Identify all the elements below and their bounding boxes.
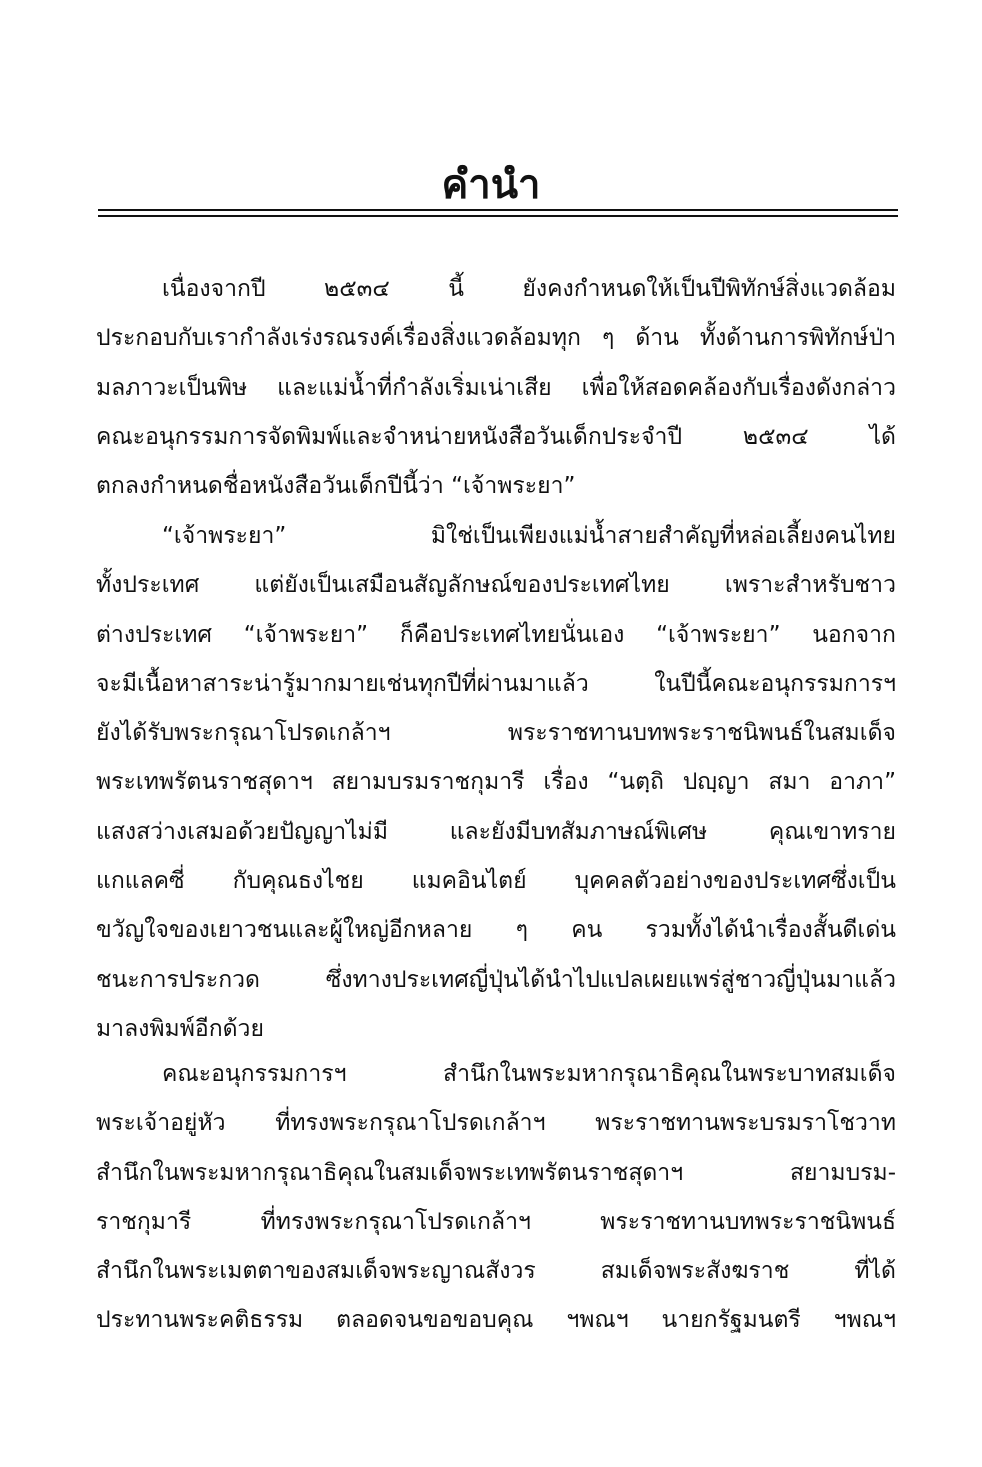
text-line: ยังได้รับพระกรุณาโปรดเกล้าฯ พระราชทานบทพระราชนิพนธ์ในสมเด็จ	[96, 720, 896, 747]
text-line: จะมีเนื้อหาสาระน่ารู้มากมายเช่นทุกปีที่ผ่านมาแล้ว ในปีนี้คณะอนุกรรมการฯ	[96, 670, 896, 697]
text-line: ขวัญใจของเยาวชนและผู้ใหญ่อีกหลาย ๆ คน รวมทั้งได้นำเรื่องสั้นดีเด่น	[96, 917, 896, 944]
text-line: ราชกุมารี ที่ทรงพระกรุณาโปรดเกล้าฯ พระราชทานบทพระราชนิพนธ์	[96, 1208, 896, 1235]
paragraph-2	[96, 512, 896, 1054]
text-line: เนื่องจากปี ๒๕๓๔ นี้ ยังคงกำหนดให้เป็นปีพิทักษ์สิ่งแวดล้อม	[162, 276, 896, 302]
text-line: ประทานพระคติธรรม ตลอดจนขอขอบคุณ ฯพณฯ นายกรัฐมนตรี ฯพณฯ	[96, 1307, 896, 1334]
page-title: คำนำ	[441, 162, 541, 208]
text-line: ชนะการประกวด ซึ่งทางประเทศญี่ปุ่นได้นำไปแปลเผยแพร่สู่ชาวญี่ปุ่นมาแล้ว	[96, 966, 896, 993]
text-line: คณะอนุกรรมการฯ สำนึกในพระมหากรุณาธิคุณในพระบาทสมเด็จ	[162, 1061, 896, 1087]
title-rule-top	[98, 209, 898, 211]
text-line: ต่างประเทศ “เจ้าพระยา” ก็คือประเทศไทยนั่นเอง “เจ้าพระยา” นอกจาก	[96, 621, 896, 648]
text-line: “เจ้าพระยา” มิใช่เป็นเพียงแม่น้ำสายสำคัญที่หล่อเลี้ยงคนไทย	[162, 523, 896, 549]
text-line: สำนึกในพระมหากรุณาธิคุณในสมเด็จพระเทพรัตนราชสุดาฯ สยามบรม-	[96, 1159, 896, 1186]
text-line: สำนึกในพระเมตตาของสมเด็จพระญาณสังวร สมเด็จพระสังฆราช ที่ได้	[96, 1258, 896, 1285]
text-line: พระเทพรัตนราชสุดาฯ สยามบรมราชกุมารี เรื่อง “นตฺถิ ปญฺญา สมา อาภา”	[96, 769, 896, 796]
text-line: แสงสว่างเสมอด้วยปัญญาไม่มี และยังมีบทสัมภาษณ์พิเศษ คุณเขาทราย	[96, 818, 896, 845]
paragraph-1	[96, 265, 896, 511]
text-line: แกแลคซี่ กับคุณธงไชย แมคอินไตย์ บุคคลตัวอย่างของประเทศซึ่งเป็น	[96, 868, 896, 895]
text-line: มาลงพิมพ์อีกด้วย	[96, 1015, 264, 1042]
text-line: ทั้งประเทศ แต่ยังเป็นเสมือนสัญลักษณ์ของประเทศไทย เพราะสำหรับชาว	[96, 572, 896, 599]
text-line: ตกลงกำหนดชื่อหนังสือวันเด็กปีนี้ว่า “เจ้าพระยา”	[96, 473, 576, 500]
paragraph-3	[96, 1050, 896, 1346]
text-line: พระเจ้าอยู่หัว ที่ทรงพระกรุณาโปรดเกล้าฯ พระราชทานพระบรมราโชวาท	[96, 1110, 896, 1137]
text-line: มลภาวะเป็นพิษ และแม่น้ำที่กำลังเริ่มเน่าเสีย เพื่อให้สอดคล้องกับเรื่องดังกล่าว	[96, 374, 896, 401]
text-line: ประกอบกับเรากำลังเร่งรณรงค์เรื่องสิ่งแวดล้อมทุก ๆ ด้าน ทั้งด้านการพิทักษ์ป่า	[96, 325, 896, 352]
text-line: คณะอนุกรรมการจัดพิมพ์และจำหน่ายหนังสือวันเด็กประจำปี ๒๕๓๔ ได้	[96, 423, 896, 450]
title-rule-bottom	[98, 215, 898, 217]
